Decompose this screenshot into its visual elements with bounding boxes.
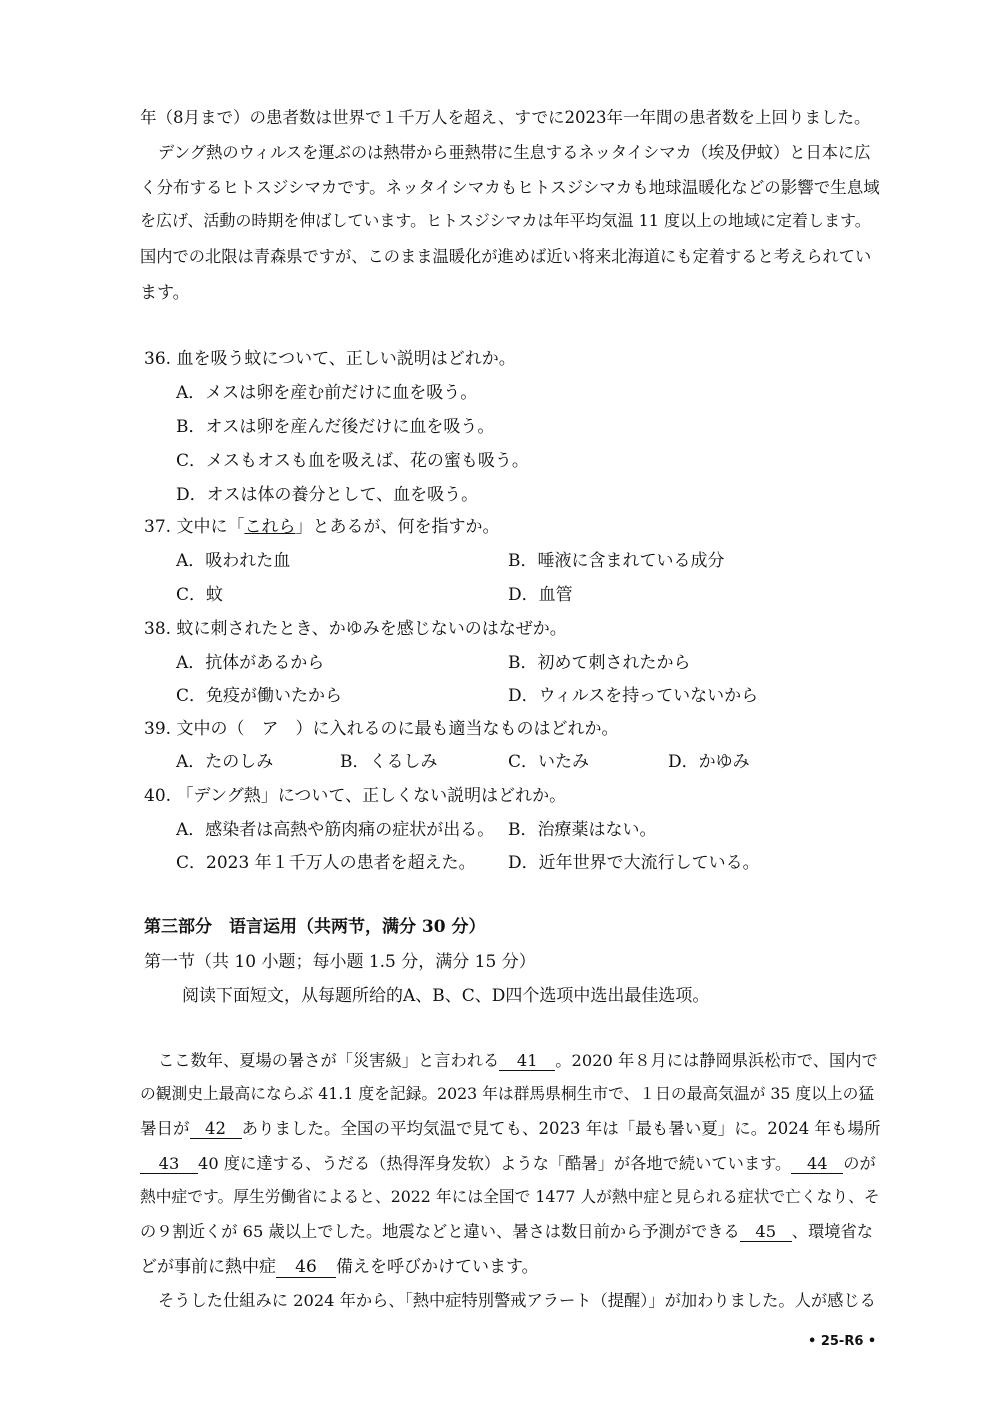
- question-37-underlined-word: これら: [244, 517, 296, 537]
- section3-instruction: 阅读下面短文，从每题所给的A、B、C、D四个选项中选出最佳选项。: [182, 986, 710, 1006]
- blank-44: 44: [791, 1154, 843, 1174]
- question-39-stem: 39. 文中の（ ア ）に入れるのに最も適当なものはどれか。: [144, 719, 619, 739]
- passage1-line1: 年（8月まで）の患者数は世界で１千万人を超え、すでに2023年一年間の患者数を上回りました。: [140, 108, 871, 127]
- blank-46: 46: [276, 1257, 336, 1278]
- question-36-option-b: B．オスは卵を産んだ後だけに血を吸う。: [176, 417, 495, 437]
- question-36-option-a: A．メスは卵を産む前だけに血を吸う。: [176, 383, 478, 403]
- blank-43: 43: [140, 1154, 198, 1174]
- passage2-line6: [140, 1218, 873, 1242]
- page-number: • 25-R6 •: [808, 1334, 877, 1349]
- question-40-stem: 40. 「デング熱」について、正しくない説明はどれか。: [144, 786, 567, 806]
- question-36-option-c: C．メスもオスも血を吸えば、花の蜜も吸う。: [176, 451, 529, 471]
- question-40-option-c: C．2023 年１千万人の患者を超えた。: [176, 853, 476, 873]
- question-38-stem: 38. 蚊に刺されたとき、かゆみを感じないのはなぜか。: [144, 619, 567, 639]
- section3-title: 第三部分 语言运用（共两节，满分 30 分）: [144, 917, 486, 937]
- passage1-line5: 国内での北限は青森県ですが、このまま温暖化が進めば近い将来北海道にも定着すると考えられてい: [140, 247, 872, 266]
- question-39-option-b: B．くるしみ: [340, 752, 438, 772]
- passage1-line3: く分布するヒトスジシマカです。ネッタイシマカもヒトスジシマカも地球温暖化などの影響で生息域: [140, 178, 880, 197]
- question-37-option-a: A．吸われた血: [176, 551, 291, 571]
- passage2-line7-end: 備えを呼びかけています。: [336, 1257, 539, 1277]
- passage2-line5: 熱中症です。厚生労働省によると、2022 年には全国で 1477 人が熱中症と見られる症状で亡くなり、そ: [140, 1187, 880, 1206]
- section3-subtitle: 第一节（共 10 小题；每小题 1.5 分，满分 15 分）: [144, 952, 536, 972]
- passage2-line3-end: ありました。全国の平均気温で見ても、2023 年は「最も暑い夏」に。2024 年も場所: [241, 1119, 881, 1138]
- passage1-line4: を広げ、活動の時期を伸ばしています。ヒトスジシマカは年平均気温 11 度以上の地域に定着します。: [140, 211, 871, 230]
- passage1-line6: ます。: [140, 283, 190, 303]
- question-37-stem-prefix: 37. 文中に「: [144, 517, 245, 537]
- passage1-line2: デング熱のウィルスを運ぶのは熱帯から亜熱帯に生息するネッタイシマカ（埃及伊蚊）と日本に広: [158, 143, 871, 162]
- question-39-option-a: A．たのしみ: [176, 752, 274, 772]
- passage2-line1-end: 。2020 年８月には静岡県浜松市で、国内で: [555, 1051, 878, 1070]
- passage2-line1-start: ここ数年、夏場の暑さが「災害級」と言われる: [158, 1051, 500, 1070]
- passage2-line6-end: 、環境省な: [791, 1222, 874, 1241]
- passage2-line2: の観測史上最高にならぶ 41.1 度を記録。2023 年は群馬県桐生市で、１日の最高気温が 35 度以上の猛: [140, 1084, 875, 1103]
- question-38-option-d: D．ウィルスを持っていないから: [508, 686, 759, 706]
- question-38-option-b: B．初めて刺されたから: [508, 653, 691, 673]
- question-39-option-d: D．かゆみ: [668, 752, 750, 772]
- question-37-stem: [144, 512, 499, 537]
- passage2-line8: そうした仕組みに 2024 年から、「熱中症特別警戒アラート（提醒）」が加わりました。人が感じる: [158, 1291, 876, 1310]
- question-40-option-a: A．感染者は高熱や筋肉痛の症状が出る。: [176, 820, 495, 840]
- passage2-line4-start: 40 度に達する、うだる（热得浑身发软）ような「酷暑」が各地で続いています。: [198, 1154, 792, 1173]
- blank-41: 41: [499, 1051, 555, 1071]
- blank-45: 45: [740, 1222, 792, 1242]
- question-37-stem-suffix: 」とあるが、何を指すか。: [295, 517, 500, 537]
- passage2-line3: [140, 1115, 880, 1139]
- passage2-line4-end: のが: [843, 1154, 876, 1173]
- passage2-line6-start: の９割近くが 65 歳以上でした。地震などと違い、暑さは数日前から予測ができる: [140, 1222, 740, 1241]
- passage2-line7-start: どが事前に熱中症: [140, 1257, 276, 1277]
- question-38-option-c: C．免疫が働いたから: [176, 686, 343, 706]
- question-37-option-b: B．唾液に含まれている成分: [508, 551, 725, 571]
- question-40-option-b: B．治療薬はない。: [508, 820, 657, 840]
- question-40-option-d: D．近年世界で大流行している。: [508, 853, 760, 873]
- passage2-line4: [140, 1150, 876, 1174]
- question-36-option-d: D．オスは体の養分として、血を吸う。: [176, 485, 479, 505]
- question-37-option-d: D．血管: [508, 585, 573, 605]
- passage2-line1: [158, 1047, 878, 1071]
- blank-42: 42: [190, 1119, 242, 1139]
- question-37-option-c: C．蚊: [176, 585, 224, 605]
- question-36-stem: 36. 血を吸う蚊について、正しい説明はどれか。: [144, 349, 516, 369]
- passage2-line3-start: 暑日が: [140, 1119, 190, 1138]
- question-38-option-a: A．抗体があるから: [176, 653, 325, 673]
- question-39-option-c: C．いたみ: [508, 752, 590, 772]
- passage2-line7: [140, 1252, 539, 1278]
